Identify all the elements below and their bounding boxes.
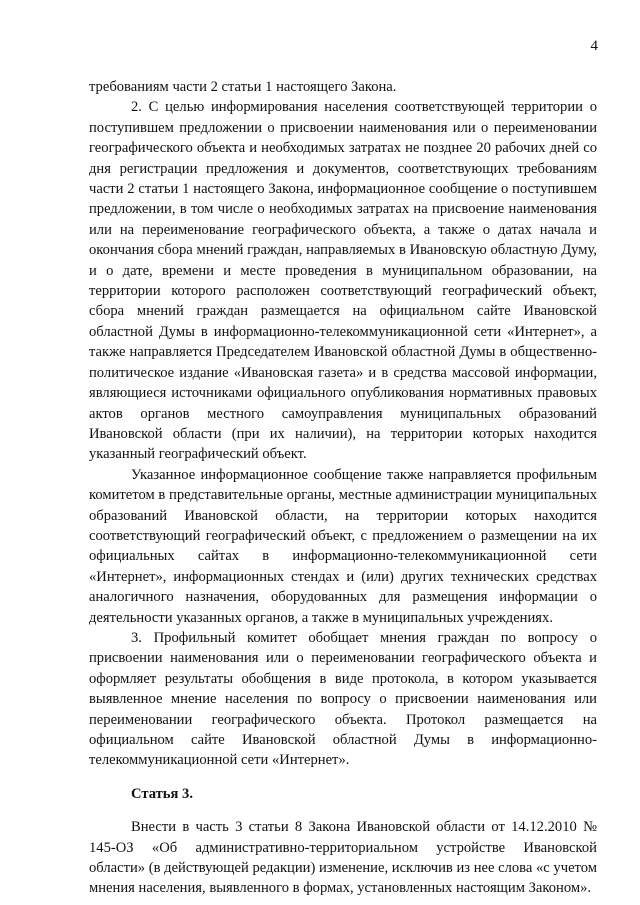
paragraph-item-3: 3. Профильный комитет обобщает мнения граждан по вопросу о присвоении наименования или о переименовании географического объекта и оформляет результаты обобщения в виде протокола, в котором указывается выявленное мнение населения по вопросу о присвоении наименования или переименовании географического объекта. Протокол размещается на официальном сайте Ивановской областной Думы в информационно-телекоммуникационной сети «Интернет». — [89, 629, 597, 769]
document-body — [89, 77, 597, 899]
paragraph-notification: Указанное информационное сообщение также направляется профильным комитетом в представительные органы, местные администрации муниципальных образований Ивановской области, на территории которых находится соответствующий географический объект, с предложением о размещении на их официальных сайтах в информационно-телекоммуникационной сети «Интернет», информационных стендах и (или) других технических средствах аналогичного назначения, оборудованных для размещения информации о деятельности указанных органов, а также в муниципальных учреждениях. — [89, 466, 597, 626]
article-text: Внести в часть 3 статьи 8 Закона Ивановской области от 14.12.2010 № 145-ОЗ «Об административно-территориальном устройстве Ивановской области» (в действующей редакции) изменение, исключив из нее слова «с учетом мнения населения, выявленного в формах, установленных настоящим Законом». — [89, 819, 597, 897]
article-title: Статья 3. — [131, 785, 193, 802]
paragraph-continuation: требованиям части 2 статьи 1 настоящего Закона. — [89, 79, 397, 95]
page-number: 4 — [590, 38, 598, 54]
paragraph-item-2: 2. С целью информирования населения соответствующей территории о поступившем предложении о присвоении наименования или о переименовании географического объекта и необходимых затратах не позднее 20 рабочих дней со дня регистрации предложения и документов, соответствующих требованиям части 2 статьи 1 настоящего Закона, информационное сообщение о поступившем предложении, в том числе о необходимых затратах на присвоение наименования или на переименование географического объекта, а также о датах начала и окончания сбора мнений граждан, направляемых в Ивановскую областную Думу, и о дате, времени и месте проведения в муниципальном образовании, на территории которого расположен соответствующий географический объект, сбора мнений граждан размещается на официальном сайте Ивановской областной Думы в информационно-телекоммуникационной сети «Интернет», а также направляется Председателем Ивановской областной Думы в общественно-политическое издание «Ивановская газета» и в средства массовой информации, являющиеся источниками официального опубликования нормативных правовых актов органов местного самоуправления муниципальных образований Ивановской области (при их наличии), на территории которых находится указанный географический объект. — [89, 99, 597, 463]
